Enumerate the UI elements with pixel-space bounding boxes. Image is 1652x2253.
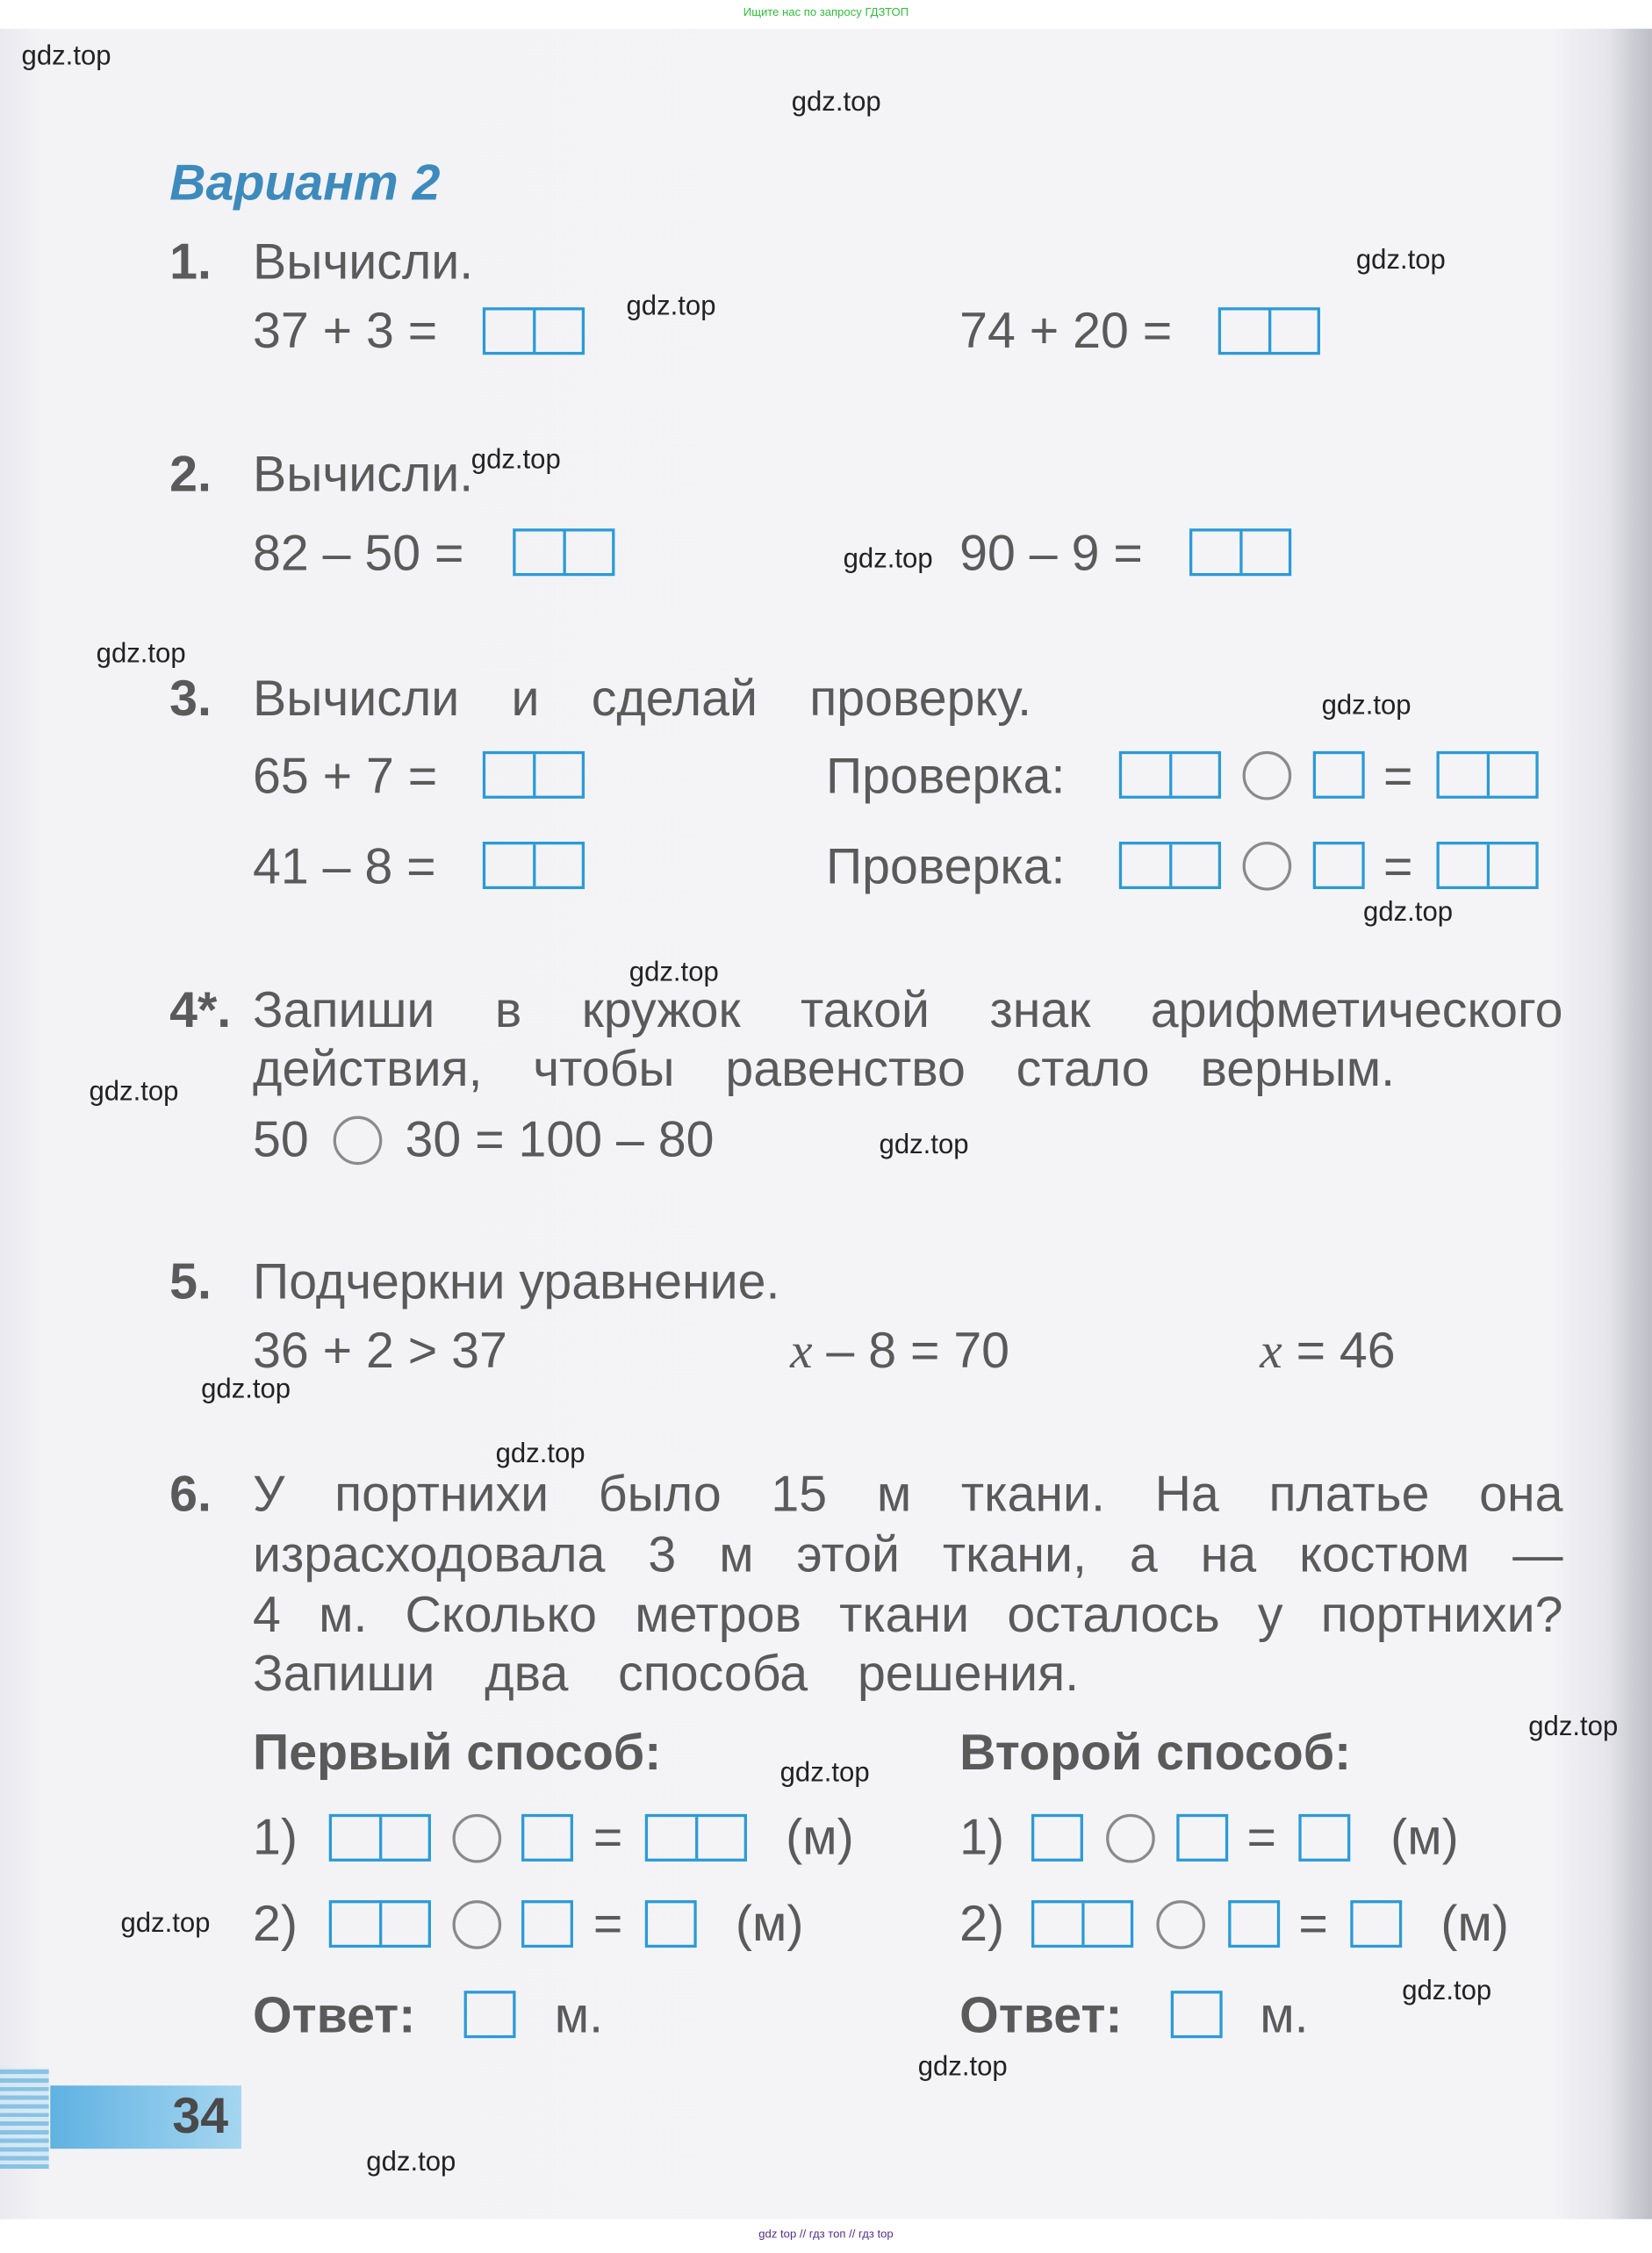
task2-number: 2. — [169, 446, 212, 503]
sign-circle[interactable] — [1243, 842, 1292, 891]
task1-expr-a: 37 + 3 = — [253, 303, 438, 360]
check-label: Проверка: — [825, 748, 1066, 805]
answer-box[interactable] — [1228, 1900, 1280, 1948]
task2-expr-b: 90 – 9 = — [959, 525, 1143, 582]
answer-box[interactable] — [1313, 751, 1365, 799]
answer-box[interactable] — [513, 528, 614, 576]
sign-circle[interactable] — [1106, 1814, 1155, 1863]
task5-text: Подчеркни уравнение. — [253, 1253, 780, 1310]
answer-box[interactable] — [1119, 751, 1221, 799]
answer-label: Ответ: — [959, 1987, 1123, 2044]
answer-box[interactable] — [329, 1900, 431, 1948]
watermark: gdz.top — [1528, 1711, 1619, 1743]
option-expression[interactable] — [1260, 1323, 1395, 1380]
watermark: gdz.top — [1402, 1976, 1492, 2007]
answer-unit: м. — [554, 1987, 603, 2044]
task5-number: 5. — [169, 1253, 212, 1310]
watermark: gdz.top — [628, 958, 719, 988]
task6-line3: 4 м. Сколько метров ткани осталось у портнихи? — [253, 1587, 1563, 1644]
unit-label: (м) — [735, 1896, 804, 1953]
equals-sign: = — [1383, 838, 1413, 895]
option-inequality[interactable]: 36 + 2 > 37 — [253, 1323, 507, 1380]
watermark: gdz.top — [470, 445, 561, 476]
watermark: gdz.top — [89, 1077, 179, 1108]
sign-circle[interactable] — [1156, 1900, 1205, 1949]
task2-expr-a: 82 – 50 = — [253, 525, 464, 582]
watermark: gdz.top — [1321, 691, 1411, 721]
step-label: 1) — [253, 1809, 298, 1866]
unit-label: (м) — [1440, 1896, 1509, 1953]
watermark: gdz.top — [843, 544, 933, 575]
answer-box[interactable] — [521, 1814, 573, 1862]
task1-number: 1. — [169, 233, 212, 291]
answer-box[interactable] — [1189, 528, 1291, 576]
watermark: gdz.top — [96, 639, 186, 670]
first-method-heading: Первый способ: — [253, 1725, 662, 1782]
task3-expr-b: 41 – 8 = — [253, 838, 436, 895]
option-equation[interactable] — [790, 1323, 1009, 1380]
step-label: 2) — [959, 1896, 1005, 1953]
answer-box[interactable] — [1218, 307, 1320, 355]
step-label: 1) — [959, 1809, 1005, 1866]
task1-text: Вычисли. — [253, 233, 474, 291]
equals-sign: = — [1246, 1809, 1276, 1866]
sign-circle[interactable] — [452, 1900, 501, 1949]
watermark: gdz.top — [495, 1439, 585, 1470]
task4-line1: Запиши в кружок такой знак арифметического — [253, 982, 1563, 1039]
answer-box[interactable] — [1031, 1814, 1083, 1862]
textbook-page — [0, 29, 1652, 2220]
answer-box[interactable] — [1119, 842, 1221, 889]
footer-links[interactable]: gdz top // гдз топ // гдз top — [758, 2228, 894, 2241]
task4-number: 4*. — [169, 982, 232, 1039]
page-number: 34 — [172, 2088, 229, 2145]
answer-box[interactable] — [645, 1900, 697, 1948]
watermark: gdz.top — [1355, 245, 1446, 276]
watermark: gdz.top — [120, 1908, 211, 1940]
variable-x: x — [1260, 1323, 1282, 1380]
watermark: gdz.top — [917, 2052, 1008, 2083]
watermark: gdz.top — [21, 41, 111, 72]
watermark: gdz.top — [791, 87, 881, 118]
sign-circle[interactable] — [452, 1814, 501, 1863]
watermark: gdz.top — [626, 291, 716, 322]
answer-box[interactable] — [1437, 842, 1539, 889]
answer-box[interactable] — [1171, 1991, 1223, 2038]
answer-box[interactable] — [521, 1900, 573, 1948]
answer-box[interactable] — [1176, 1814, 1228, 1862]
unit-label: (м) — [786, 1809, 854, 1866]
task3-text: Вычисли и сделай проверку. — [253, 671, 1032, 728]
watermark: gdz.top — [879, 1130, 969, 1161]
equals-sign: = — [593, 1809, 623, 1866]
answer-box[interactable] — [483, 751, 585, 799]
answer-label: Ответ: — [253, 1987, 416, 2044]
watermark: gdz.top — [366, 2147, 456, 2178]
watermark: gdz.top — [1363, 897, 1454, 929]
answer-unit: м. — [1260, 1987, 1309, 2044]
step-label: 2) — [253, 1896, 298, 1953]
watermark: gdz.top — [779, 1758, 870, 1789]
answer-box[interactable] — [645, 1814, 747, 1862]
task1-expr-b: 74 + 20 = — [959, 303, 1173, 360]
answer-box[interactable] — [329, 1814, 431, 1862]
answer-box[interactable] — [483, 307, 585, 355]
option-equation-rest: – 8 = 70 — [812, 1323, 1010, 1380]
answer-box[interactable] — [1437, 751, 1539, 799]
sign-circle[interactable] — [334, 1116, 383, 1166]
task6-line2: израсходовала 3 м этой ткани, а на костюм — — [253, 1526, 1563, 1583]
unit-label: (м) — [1390, 1809, 1459, 1866]
page-edge-decoration — [0, 2069, 49, 2170]
option-expression-rest: = 46 — [1282, 1323, 1396, 1380]
variant-title: Вариант 2 — [169, 154, 441, 212]
task4-expr-left: 50 — [253, 1111, 309, 1168]
answer-box[interactable] — [1350, 1900, 1402, 1948]
task6-line1: У портнихи было 15 м ткани. На платье она — [253, 1466, 1563, 1523]
equals-sign: = — [1383, 748, 1413, 805]
answer-box[interactable] — [1031, 1900, 1133, 1948]
check-label: Проверка: — [825, 838, 1066, 895]
sign-circle[interactable] — [1243, 751, 1292, 800]
variable-x: x — [790, 1323, 813, 1380]
task4-expr-right: 30 = 100 – 80 — [405, 1111, 715, 1168]
answer-box[interactable] — [1313, 842, 1365, 889]
task6-number: 6. — [169, 1466, 212, 1523]
answer-box[interactable] — [1298, 1814, 1350, 1862]
equals-sign: = — [1298, 1896, 1328, 1953]
task3-expr-a: 65 + 7 = — [253, 748, 438, 805]
second-method-heading: Второй способ: — [959, 1725, 1352, 1782]
answer-box[interactable] — [464, 1991, 516, 2038]
answer-box[interactable] — [483, 842, 585, 889]
task4-line2: действия, чтобы равенство стало верным. — [253, 1041, 1396, 1098]
equals-sign: = — [593, 1896, 623, 1953]
watermark: gdz.top — [201, 1374, 291, 1405]
task6-line4: Запиши два способа решения. — [253, 1646, 1080, 1703]
task3-number: 3. — [169, 671, 212, 728]
search-banner[interactable]: Ищите нас по запросу ГДЗТОП — [743, 5, 909, 19]
task2-text: Вычисли. — [253, 446, 474, 503]
